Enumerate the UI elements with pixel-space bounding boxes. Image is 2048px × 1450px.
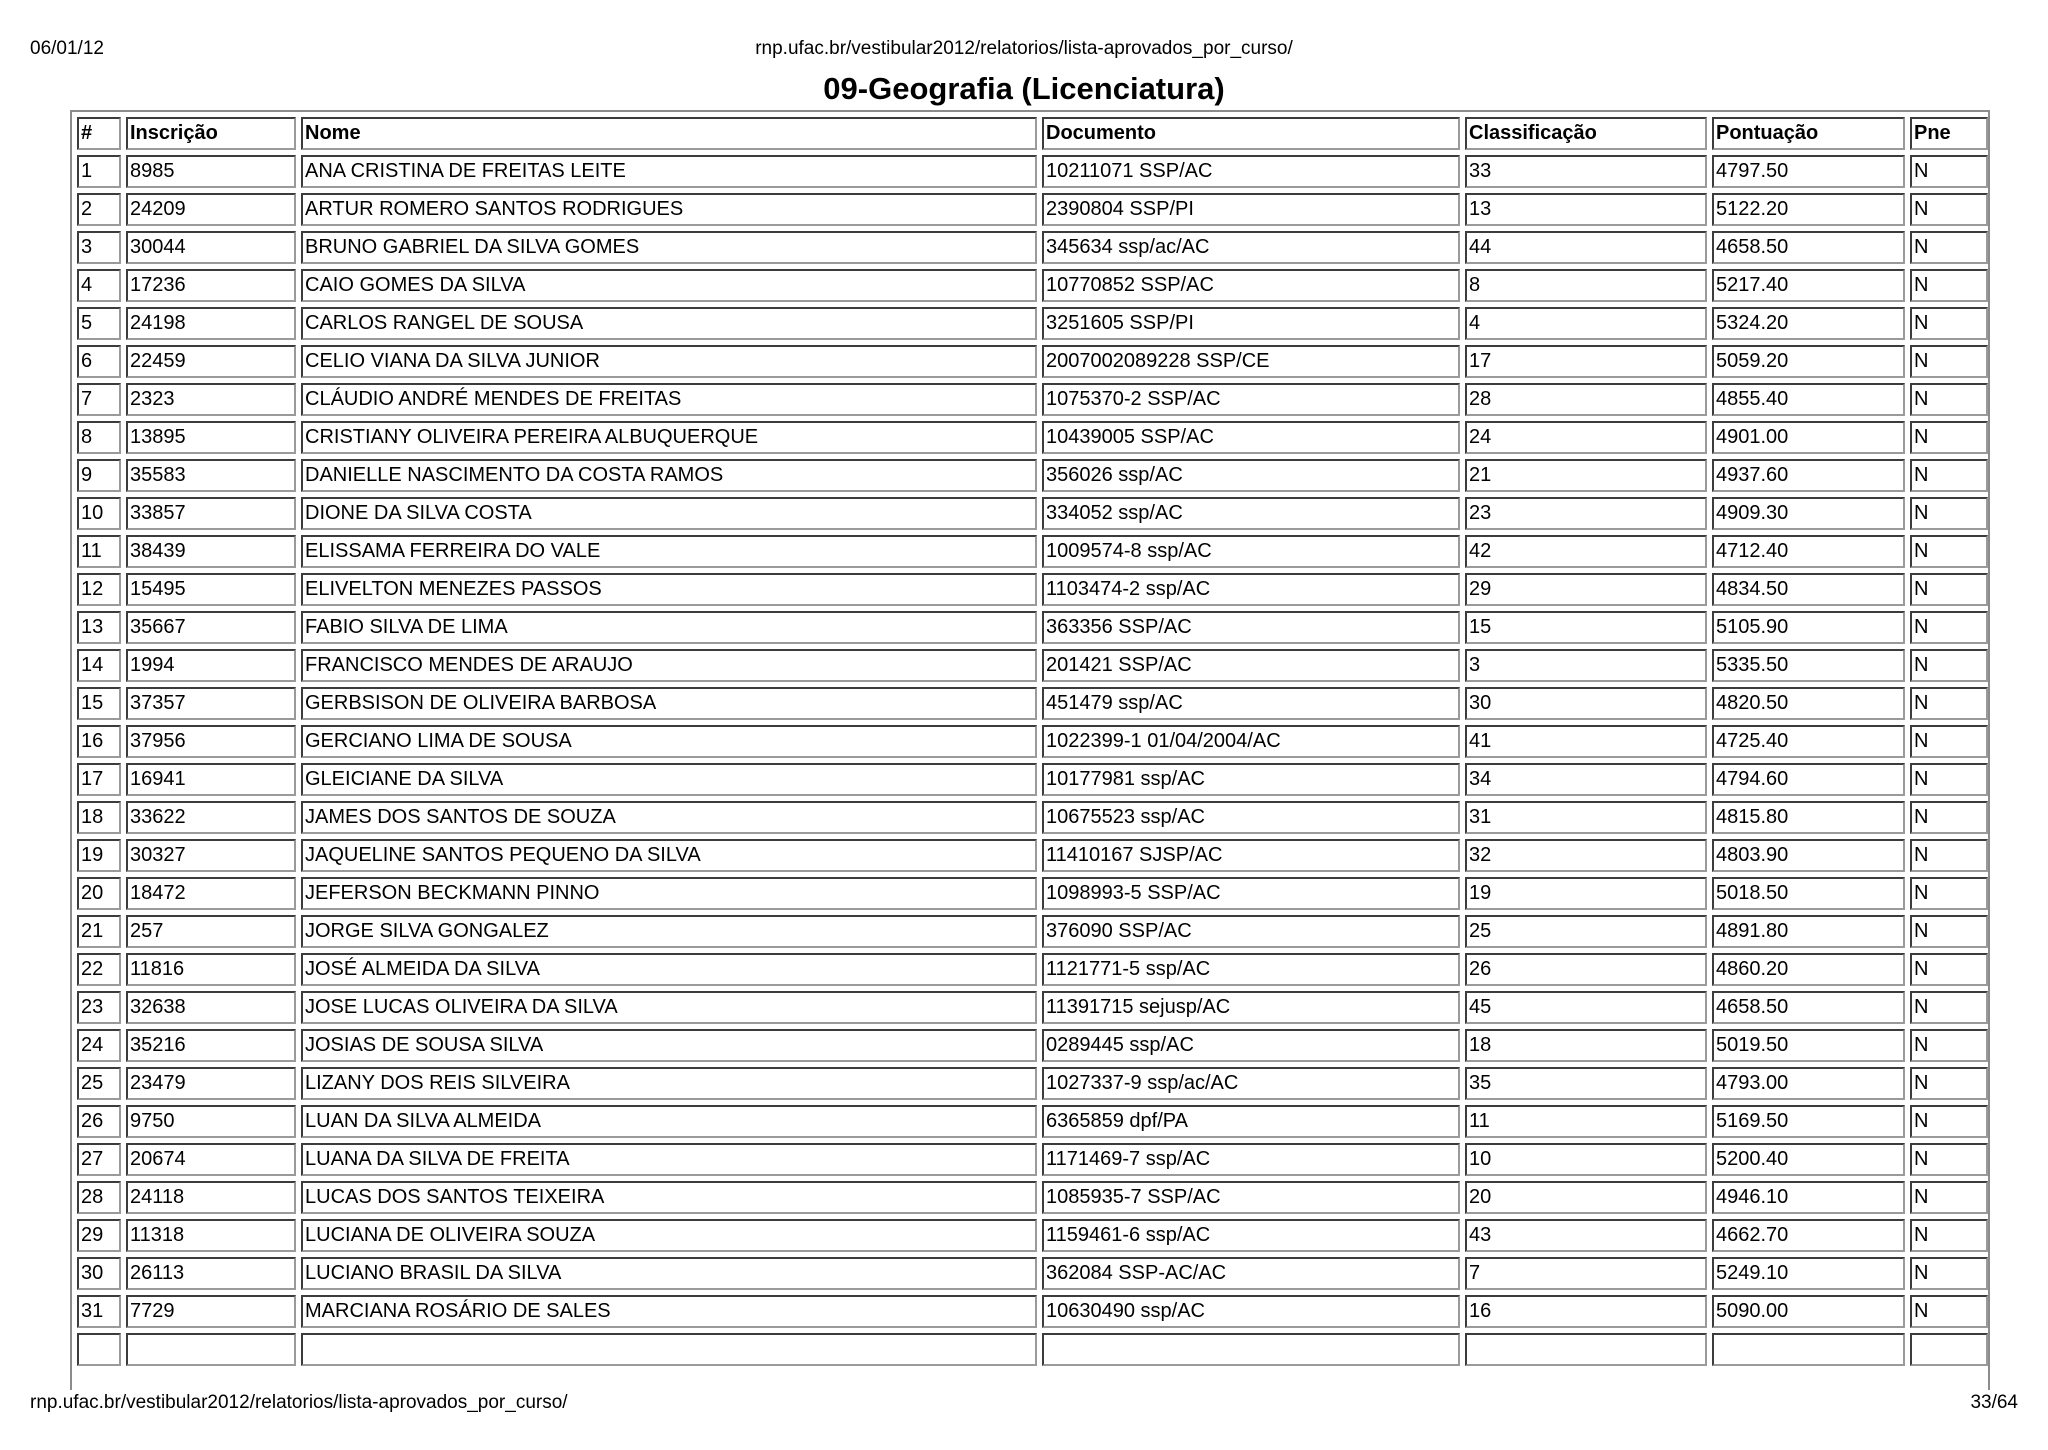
inscricao-cell: 9750	[126, 1105, 296, 1138]
pne-cell: N	[1910, 1181, 1988, 1214]
inscricao-cell: 35667	[126, 611, 296, 644]
page-title: 09-Geografia (Licenciatura)	[823, 71, 1225, 106]
pontuacao-cell: 5335.50	[1712, 649, 1905, 682]
col-header-classificacao: Classificação	[1465, 117, 1707, 150]
documento-cell: 11391715 sejusp/AC	[1042, 991, 1460, 1024]
documento-cell: 10770852 SSP/AC	[1042, 269, 1460, 302]
row-number: 19	[77, 839, 121, 872]
pontuacao-cell: 4946.10	[1712, 1181, 1905, 1214]
table-row	[77, 421, 1988, 454]
nome-cell: JEFERSON BECKMANN PINNO	[301, 877, 1037, 910]
classificacao-cell: 4	[1465, 307, 1707, 340]
classificacao-cell: 13	[1465, 193, 1707, 226]
documento-cell: 1022399-1 01/04/2004/AC	[1042, 725, 1460, 758]
nome-cell: GERCIANO LIMA DE SOUSA	[301, 725, 1037, 758]
nome-cell: FRANCISCO MENDES DE ARAUJO	[301, 649, 1037, 682]
classificacao-cell: 29	[1465, 573, 1707, 606]
documento-cell: 10177981 ssp/AC	[1042, 763, 1460, 796]
row-number: 8	[77, 421, 121, 454]
empty-cell	[1712, 1333, 1905, 1366]
col-header-pontuacao: Pontuação	[1712, 117, 1905, 150]
pne-cell: N	[1910, 1219, 1988, 1252]
inscricao-cell: 11318	[126, 1219, 296, 1252]
inscricao-cell: 30327	[126, 839, 296, 872]
table-row	[77, 155, 1988, 188]
pne-cell: N	[1910, 649, 1988, 682]
classificacao-cell: 16	[1465, 1295, 1707, 1328]
nome-cell: JAMES DOS SANTOS DE SOUZA	[301, 801, 1037, 834]
table-row	[77, 1067, 1988, 1100]
pontuacao-cell: 4834.50	[1712, 573, 1905, 606]
empty-cell	[1910, 1333, 1988, 1366]
pontuacao-cell: 4797.50	[1712, 155, 1905, 188]
row-number: 16	[77, 725, 121, 758]
inscricao-cell: 37357	[126, 687, 296, 720]
row-number: 27	[77, 1143, 121, 1176]
classificacao-cell: 34	[1465, 763, 1707, 796]
row-number: 17	[77, 763, 121, 796]
classificacao-cell: 10	[1465, 1143, 1707, 1176]
pontuacao-cell: 4937.60	[1712, 459, 1905, 492]
nome-cell: LUCIANO BRASIL DA SILVA	[301, 1257, 1037, 1290]
inscricao-cell: 23479	[126, 1067, 296, 1100]
classificacao-cell: 15	[1465, 611, 1707, 644]
table-row	[77, 345, 1988, 378]
inscricao-cell: 11816	[126, 953, 296, 986]
col-header-number: #	[77, 117, 121, 150]
pontuacao-cell: 4794.60	[1712, 763, 1905, 796]
pontuacao-cell: 4793.00	[1712, 1067, 1905, 1100]
nome-cell: FABIO SILVA DE LIMA	[301, 611, 1037, 644]
table-row	[77, 535, 1988, 568]
pne-cell: N	[1910, 1257, 1988, 1290]
nome-cell: CELIO VIANA DA SILVA JUNIOR	[301, 345, 1037, 378]
documento-cell: 10630490 ssp/AC	[1042, 1295, 1460, 1328]
row-number: 1	[77, 155, 121, 188]
table-row	[77, 763, 1988, 796]
pne-cell: N	[1910, 915, 1988, 948]
pontuacao-cell: 5018.50	[1712, 877, 1905, 910]
table-body	[77, 155, 1988, 1366]
table-row	[77, 459, 1988, 492]
pne-cell: N	[1910, 687, 1988, 720]
table-row	[77, 307, 1988, 340]
table-row	[77, 877, 1988, 910]
table-row	[77, 839, 1988, 872]
classificacao-cell: 17	[1465, 345, 1707, 378]
row-number: 26	[77, 1105, 121, 1138]
pne-cell: N	[1910, 155, 1988, 188]
row-number: 4	[77, 269, 121, 302]
documento-cell: 1121771-5 ssp/AC	[1042, 953, 1460, 986]
inscricao-cell: 16941	[126, 763, 296, 796]
header-url: rnp.ufac.br/vestibular2012/relatorios/lista-aprovados_por_curso/	[755, 38, 1293, 59]
inscricao-cell: 32638	[126, 991, 296, 1024]
nome-cell: LUAN DA SILVA ALMEIDA	[301, 1105, 1037, 1138]
nome-cell: JOSÉ ALMEIDA DA SILVA	[301, 953, 1037, 986]
row-number: 20	[77, 877, 121, 910]
pne-cell: N	[1910, 1029, 1988, 1062]
inscricao-cell: 24198	[126, 307, 296, 340]
table-row	[77, 953, 1988, 986]
classificacao-cell: 32	[1465, 839, 1707, 872]
nome-cell: MARCIANA ROSÁRIO DE SALES	[301, 1295, 1037, 1328]
empty-cell	[126, 1333, 296, 1366]
pontuacao-cell: 4725.40	[1712, 725, 1905, 758]
classificacao-cell: 3	[1465, 649, 1707, 682]
pne-cell: N	[1910, 801, 1988, 834]
pontuacao-cell: 5169.50	[1712, 1105, 1905, 1138]
table-header-row	[77, 117, 1988, 150]
documento-cell: 11410167 SJSP/AC	[1042, 839, 1460, 872]
results-table-container	[70, 110, 1990, 1390]
col-header-nome: Nome	[301, 117, 1037, 150]
inscricao-cell: 24209	[126, 193, 296, 226]
pontuacao-cell: 5105.90	[1712, 611, 1905, 644]
classificacao-cell: 35	[1465, 1067, 1707, 1100]
pne-cell: N	[1910, 459, 1988, 492]
classificacao-cell: 28	[1465, 383, 1707, 416]
documento-cell: 1103474-2 ssp/AC	[1042, 573, 1460, 606]
inscricao-cell: 1994	[126, 649, 296, 682]
pontuacao-cell: 5059.20	[1712, 345, 1905, 378]
nome-cell: DIONE DA SILVA COSTA	[301, 497, 1037, 530]
table-row	[77, 687, 1988, 720]
nome-cell: CAIO GOMES DA SILVA	[301, 269, 1037, 302]
row-number: 11	[77, 535, 121, 568]
classificacao-cell: 41	[1465, 725, 1707, 758]
empty-cell	[1042, 1333, 1460, 1366]
row-number: 7	[77, 383, 121, 416]
table-row	[77, 611, 1988, 644]
inscricao-cell: 35583	[126, 459, 296, 492]
table-row	[77, 1029, 1988, 1062]
inscricao-cell: 22459	[126, 345, 296, 378]
inscricao-cell: 24118	[126, 1181, 296, 1214]
pne-cell: N	[1910, 611, 1988, 644]
classificacao-cell: 26	[1465, 953, 1707, 986]
pontuacao-cell: 5019.50	[1712, 1029, 1905, 1062]
table-row-continued	[77, 1333, 1988, 1366]
nome-cell: LUCAS DOS SANTOS TEIXEIRA	[301, 1181, 1037, 1214]
nome-cell: JOSE LUCAS OLIVEIRA DA SILVA	[301, 991, 1037, 1024]
inscricao-cell: 33622	[126, 801, 296, 834]
pontuacao-cell: 4803.90	[1712, 839, 1905, 872]
empty-cell	[301, 1333, 1037, 1366]
table-row	[77, 383, 1988, 416]
inscricao-cell: 257	[126, 915, 296, 948]
empty-cell	[77, 1333, 121, 1366]
table-row	[77, 1105, 1988, 1138]
print-date: 06/01/12	[30, 38, 104, 59]
page-header	[30, 36, 2018, 62]
pne-cell: N	[1910, 269, 1988, 302]
pontuacao-cell: 4891.80	[1712, 915, 1905, 948]
col-header-pne: Pne	[1910, 117, 1988, 150]
inscricao-cell: 7729	[126, 1295, 296, 1328]
classificacao-cell: 21	[1465, 459, 1707, 492]
documento-cell: 10675523 ssp/AC	[1042, 801, 1460, 834]
row-number: 30	[77, 1257, 121, 1290]
pne-cell: N	[1910, 1143, 1988, 1176]
nome-cell: GLEICIANE DA SILVA	[301, 763, 1037, 796]
nome-cell: LUCIANA DE OLIVEIRA SOUZA	[301, 1219, 1037, 1252]
table-row	[77, 1143, 1988, 1176]
classificacao-cell: 43	[1465, 1219, 1707, 1252]
pne-cell: N	[1910, 421, 1988, 454]
pontuacao-cell: 4658.50	[1712, 991, 1905, 1024]
row-number: 14	[77, 649, 121, 682]
pne-cell: N	[1910, 535, 1988, 568]
nome-cell: JAQUELINE SANTOS PEQUENO DA SILVA	[301, 839, 1037, 872]
pne-cell: N	[1910, 953, 1988, 986]
pontuacao-cell: 5200.40	[1712, 1143, 1905, 1176]
documento-cell: 451479 ssp/AC	[1042, 687, 1460, 720]
pne-cell: N	[1910, 1105, 1988, 1138]
documento-cell: 376090 SSP/AC	[1042, 915, 1460, 948]
nome-cell: LUANA DA SILVA DE FREITA	[301, 1143, 1037, 1176]
nome-cell: ELISSAMA FERREIRA DO VALE	[301, 535, 1037, 568]
documento-cell: 363356 SSP/AC	[1042, 611, 1460, 644]
pne-cell: N	[1910, 497, 1988, 530]
classificacao-cell: 24	[1465, 421, 1707, 454]
pontuacao-cell: 5090.00	[1712, 1295, 1905, 1328]
pne-cell: N	[1910, 1067, 1988, 1100]
inscricao-cell: 13895	[126, 421, 296, 454]
classificacao-cell: 33	[1465, 155, 1707, 188]
table-row	[77, 193, 1988, 226]
pne-cell: N	[1910, 877, 1988, 910]
table-row	[77, 991, 1988, 1024]
row-number: 15	[77, 687, 121, 720]
table-row	[77, 573, 1988, 606]
documento-cell: 1098993-5 SSP/AC	[1042, 877, 1460, 910]
table-row	[77, 1219, 1988, 1252]
pne-cell: N	[1910, 1295, 1988, 1328]
row-number: 24	[77, 1029, 121, 1062]
inscricao-cell: 30044	[126, 231, 296, 264]
pne-cell: N	[1910, 383, 1988, 416]
nome-cell: ELIVELTON MENEZES PASSOS	[301, 573, 1037, 606]
pne-cell: N	[1910, 763, 1988, 796]
documento-cell: 1171469-7 ssp/AC	[1042, 1143, 1460, 1176]
pontuacao-cell: 4855.40	[1712, 383, 1905, 416]
table-row	[77, 915, 1988, 948]
inscricao-cell: 20674	[126, 1143, 296, 1176]
table-row	[77, 725, 1988, 758]
inscricao-cell: 38439	[126, 535, 296, 568]
documento-cell: 10439005 SSP/AC	[1042, 421, 1460, 454]
pontuacao-cell: 4901.00	[1712, 421, 1905, 454]
nome-cell: ANA CRISTINA DE FREITAS LEITE	[301, 155, 1037, 188]
table-row	[77, 269, 1988, 302]
pontuacao-cell: 5324.20	[1712, 307, 1905, 340]
pontuacao-cell: 5217.40	[1712, 269, 1905, 302]
classificacao-cell: 30	[1465, 687, 1707, 720]
documento-cell: 6365859 dpf/PA	[1042, 1105, 1460, 1138]
nome-cell: GERBSISON DE OLIVEIRA BARBOSA	[301, 687, 1037, 720]
inscricao-cell: 2323	[126, 383, 296, 416]
inscricao-cell: 15495	[126, 573, 296, 606]
table-row	[77, 1257, 1988, 1290]
classificacao-cell: 25	[1465, 915, 1707, 948]
documento-cell: 356026 ssp/AC	[1042, 459, 1460, 492]
pne-cell: N	[1910, 725, 1988, 758]
documento-cell: 1075370-2 SSP/AC	[1042, 383, 1460, 416]
row-number: 3	[77, 231, 121, 264]
pontuacao-cell: 5122.20	[1712, 193, 1905, 226]
inscricao-cell: 35216	[126, 1029, 296, 1062]
pontuacao-cell: 4712.40	[1712, 535, 1905, 568]
classificacao-cell: 19	[1465, 877, 1707, 910]
documento-cell: 0289445 ssp/AC	[1042, 1029, 1460, 1062]
classificacao-cell: 20	[1465, 1181, 1707, 1214]
nome-cell: JOSIAS DE SOUSA SILVA	[301, 1029, 1037, 1062]
pontuacao-cell: 5249.10	[1712, 1257, 1905, 1290]
documento-cell: 3251605 SSP/PI	[1042, 307, 1460, 340]
row-number: 21	[77, 915, 121, 948]
inscricao-cell: 37956	[126, 725, 296, 758]
nome-cell: JORGE SILVA GONGALEZ	[301, 915, 1037, 948]
documento-cell: 2390804 SSP/PI	[1042, 193, 1460, 226]
nome-cell: ARTUR ROMERO SANTOS RODRIGUES	[301, 193, 1037, 226]
table-row	[77, 649, 1988, 682]
nome-cell: LIZANY DOS REIS SILVEIRA	[301, 1067, 1037, 1100]
row-number: 22	[77, 953, 121, 986]
pne-cell: N	[1910, 991, 1988, 1024]
pne-cell: N	[1910, 193, 1988, 226]
row-number: 29	[77, 1219, 121, 1252]
classificacao-cell: 18	[1465, 1029, 1707, 1062]
table-row	[77, 497, 1988, 530]
inscricao-cell: 17236	[126, 269, 296, 302]
classificacao-cell: 23	[1465, 497, 1707, 530]
pne-cell: N	[1910, 345, 1988, 378]
col-header-documento: Documento	[1042, 117, 1460, 150]
documento-cell: 362084 SSP-AC/AC	[1042, 1257, 1460, 1290]
col-header-inscricao: Inscrição	[126, 117, 296, 150]
footer-url: rnp.ufac.br/vestibular2012/relatorios/lista-aprovados_por_curso/	[30, 1392, 568, 1413]
classificacao-cell: 42	[1465, 535, 1707, 568]
row-number: 31	[77, 1295, 121, 1328]
pne-cell: N	[1910, 307, 1988, 340]
row-number: 25	[77, 1067, 121, 1100]
table-row	[77, 1181, 1988, 1214]
nome-cell: CARLOS RANGEL DE SOUSA	[301, 307, 1037, 340]
row-number: 28	[77, 1181, 121, 1214]
pontuacao-cell: 4658.50	[1712, 231, 1905, 264]
page-footer	[30, 1390, 2018, 1416]
page-number: 33/64	[1970, 1392, 2018, 1413]
row-number: 9	[77, 459, 121, 492]
nome-cell: CRISTIANY OLIVEIRA PEREIRA ALBUQUERQUE	[301, 421, 1037, 454]
nome-cell: BRUNO GABRIEL DA SILVA GOMES	[301, 231, 1037, 264]
row-number: 2	[77, 193, 121, 226]
classificacao-cell: 8	[1465, 269, 1707, 302]
row-number: 13	[77, 611, 121, 644]
row-number: 5	[77, 307, 121, 340]
row-number: 12	[77, 573, 121, 606]
row-number: 6	[77, 345, 121, 378]
inscricao-cell: 33857	[126, 497, 296, 530]
table-row	[77, 801, 1988, 834]
results-table	[72, 112, 1990, 1371]
pontuacao-cell: 4860.20	[1712, 953, 1905, 986]
empty-cell	[1465, 1333, 1707, 1366]
table-row	[77, 231, 1988, 264]
documento-cell: 345634 ssp/ac/AC	[1042, 231, 1460, 264]
documento-cell: 1085935-7 SSP/AC	[1042, 1181, 1460, 1214]
inscricao-cell: 8985	[126, 155, 296, 188]
classificacao-cell: 31	[1465, 801, 1707, 834]
classificacao-cell: 11	[1465, 1105, 1707, 1138]
pne-cell: N	[1910, 573, 1988, 606]
pne-cell: N	[1910, 839, 1988, 872]
documento-cell: 334052 ssp/AC	[1042, 497, 1460, 530]
documento-cell: 1159461-6 ssp/AC	[1042, 1219, 1460, 1252]
pontuacao-cell: 4909.30	[1712, 497, 1905, 530]
inscricao-cell: 26113	[126, 1257, 296, 1290]
classificacao-cell: 45	[1465, 991, 1707, 1024]
nome-cell: CLÁUDIO ANDRÉ MENDES DE FREITAS	[301, 383, 1037, 416]
inscricao-cell: 18472	[126, 877, 296, 910]
documento-cell: 1027337-9 ssp/ac/AC	[1042, 1067, 1460, 1100]
documento-cell: 201421 SSP/AC	[1042, 649, 1460, 682]
pontuacao-cell: 4815.80	[1712, 801, 1905, 834]
classificacao-cell: 44	[1465, 231, 1707, 264]
pne-cell: N	[1910, 231, 1988, 264]
documento-cell: 2007002089228 SSP/CE	[1042, 345, 1460, 378]
nome-cell: DANIELLE NASCIMENTO DA COSTA RAMOS	[301, 459, 1037, 492]
documento-cell: 10211071 SSP/AC	[1042, 155, 1460, 188]
classificacao-cell: 7	[1465, 1257, 1707, 1290]
row-number: 23	[77, 991, 121, 1024]
pontuacao-cell: 4820.50	[1712, 687, 1905, 720]
row-number: 18	[77, 801, 121, 834]
pontuacao-cell: 4662.70	[1712, 1219, 1905, 1252]
row-number: 10	[77, 497, 121, 530]
table-row	[77, 1295, 1988, 1328]
documento-cell: 1009574-8 ssp/AC	[1042, 535, 1460, 568]
